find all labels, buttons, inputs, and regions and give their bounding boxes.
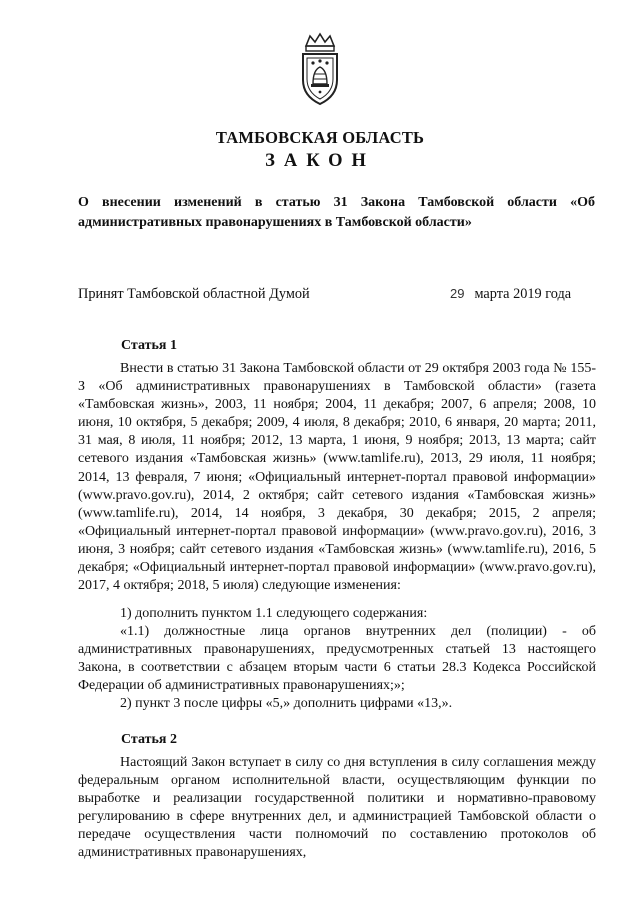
article-1-item-1-text: «1.1) должностные лица органов внутренних дел (полиции) - об административных правонарушениях, предусмотренных статьей 13 настоящего Закона, в соответствии с абзацем вторым части 6 статьи 28.3 Кодекса Российской Федерации об административных правонарушениях;»; — [78, 624, 596, 694]
article-1-intro: Внести в статью 31 Закона Тамбовской области от 29 октября 2003 года № 155-З «Об административных правонарушениях в Тамбовской области» (газета «Тамбовская жизнь», 2003, 11 ноября; 2004, 11 декабря; 2007, 6 апреля; 2008, 10 июня, 10 октября, 5 декабря; 2009, 4 июля, 8 декабря; 2010, 6 января, 20 марта; 2011, 31 мая, 8 июля, 11 ноября; 2012, 13 марта, 1 июня, 9 ноября; 2013, 13 марта; сайт сетевого издания «Тамбовская жизнь» (www.tamlife.ru), 2013, 29 июля, 11 ноября; 2014, 13 февраля, 7 июня; «Официальный интернет-портал правовой информации» (www.pravo.gov.ru), 2014, 2 октября; сайт сетевого издания «Тамбовская жизнь» (www.tamlife.ru), 2014, 14 ноября, 3 декабря, 30 декабря; 2015, 2 апреля; «Официальный интернет-портал правовой информации» (www.pravo.gov.ru), 2016, 3 июня, 3 ноября; сайт сетевого издания «Тамбовская жизнь» (www.tamlife.ru), 2016, 5 декабря; «Официальный интернет-портал правовой информации» (www.pravo.gov.ru), 2017, 4 октября; 2018, 5 июля) следующие изменения: — [78, 361, 596, 594]
law-title: О внесении изменений в статью 31 Закона Тамбовской области «Об административных правонарушениях в Тамбовской области» — [78, 195, 595, 230]
document-type: ЗАКОН — [265, 151, 375, 171]
article-1-item-1: 1) дополнить пунктом 1.1 следующего содержания: — [120, 606, 428, 621]
adoption-label: Принят Тамбовской областной Думой — [78, 286, 310, 302]
article-1-item-2: 2) пункт 3 после цифры «5,» дополнить цифрами «13,». — [120, 696, 453, 711]
coat-of-arms-emblem — [298, 32, 342, 108]
region-title: ТАМБОВСКАЯ ОБЛАСТЬ — [215, 128, 425, 147]
adoption-month-year: марта 2019 года — [474, 286, 572, 302]
article-2-heading: Статья 2 — [121, 732, 177, 747]
article-1-heading: Статья 1 — [121, 338, 177, 353]
adoption-day: 29 — [450, 286, 465, 301]
adoption-date — [450, 286, 571, 303]
article-2-text: Настоящий Закон вступает в силу со дня вступления в силу соглашения между федеральным органом исполнительной власти, осуществляющим функции по выработке и реализации государственной политики и нормативно-правовому регулированию в сфере внутренних дел, и администрацией Тамбовской области о передаче осуществления части полномочий по составлению протоколов об административных правонарушениях, — [78, 755, 596, 861]
tambov-coat-of-arms-icon — [298, 32, 342, 108]
